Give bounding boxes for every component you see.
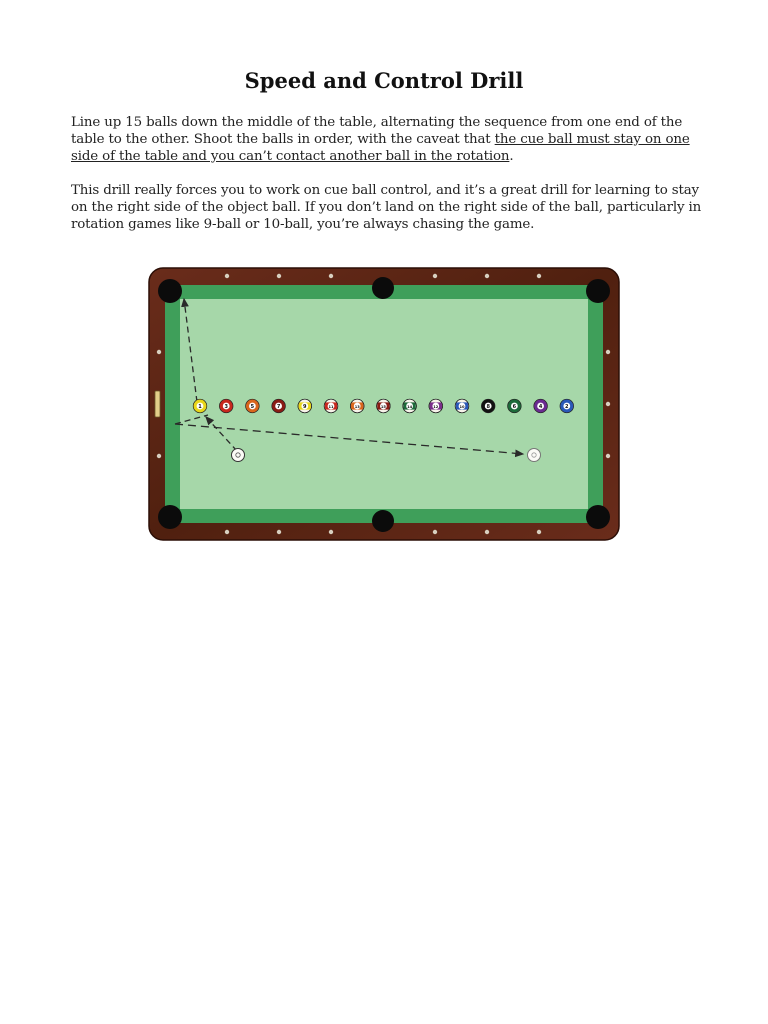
intro-text: Line up 15 balls down the middle of the table, alternating the sequence from one end of the table to the other. Shoot the balls in order, with the caveat that	[71, 115, 683, 147]
diamond-marker	[537, 274, 541, 278]
ball-number-label: 4	[538, 404, 543, 411]
diamond-marker	[606, 454, 610, 458]
ball-number-label: 5	[250, 404, 255, 411]
diamond-marker	[485, 530, 489, 534]
intro-paragraph	[71, 114, 703, 165]
object-ball-4	[534, 399, 548, 413]
ball-number-label: 2	[565, 404, 569, 411]
page-title: Speed and Control Drill	[244, 68, 524, 93]
object-ball-14	[403, 399, 417, 413]
object-balls-row	[193, 399, 573, 413]
ball-number-label: 12	[433, 405, 439, 410]
object-ball-13	[350, 399, 364, 413]
ball-number-label: 14	[407, 405, 413, 410]
ball-number-label: 13	[354, 405, 360, 410]
ball-number-label: 6	[512, 404, 517, 411]
diamond-marker	[329, 530, 333, 534]
diamond-marker	[433, 274, 437, 278]
pocket-top-right	[586, 279, 610, 303]
ball-number-label: 11	[328, 405, 334, 410]
intro-text-end: .	[509, 149, 514, 164]
object-ball-11	[324, 399, 338, 413]
ball-number-label: 15	[380, 405, 386, 410]
cue-ball-end	[528, 449, 541, 462]
ball-number-label: 10	[459, 405, 465, 410]
diamond-marker	[225, 274, 229, 278]
diamond-marker	[433, 530, 437, 534]
object-ball-8	[481, 399, 495, 413]
object-ball-5	[246, 399, 260, 413]
ball-number-label: 1	[198, 404, 202, 411]
pocket-bottom-right	[586, 505, 610, 529]
diamond-marker	[606, 350, 610, 354]
ball-number-label: 9	[303, 404, 307, 411]
diamond-marker	[225, 530, 229, 534]
explanation-paragraph: This drill really forces you to work on cue ball control, and it’s a great drill for learning to stay on the right side of the object ball. If you don’t land on the right side of the ball, particularly in rotation games like 9-ball or 10-ball, you’re always chasing the game.	[71, 183, 702, 232]
object-ball-15	[377, 399, 391, 413]
ball-number-label: 8	[486, 404, 490, 411]
object-ball-10	[455, 399, 469, 413]
diamond-marker	[537, 530, 541, 534]
diamond-marker	[157, 454, 161, 458]
pocket-top-left	[158, 279, 182, 303]
ball-number-label: 7	[276, 404, 281, 411]
object-ball-12	[429, 399, 443, 413]
object-ball-1	[193, 399, 207, 413]
object-ball-6	[508, 399, 522, 413]
pocket-top-middle	[372, 277, 394, 299]
pocket-bottom-left	[158, 505, 182, 529]
object-ball-3	[219, 399, 233, 413]
ball-number-label: 3	[224, 404, 228, 411]
diamond-marker	[606, 402, 610, 406]
diamond-marker	[277, 530, 281, 534]
object-ball-9	[298, 399, 312, 413]
rail-sight-marker	[155, 391, 160, 417]
pool-table-diagram	[148, 267, 620, 541]
object-ball-2	[560, 399, 574, 413]
object-ball-7	[272, 399, 286, 413]
diamond-marker	[157, 350, 161, 354]
caveat-underlined-text: the cue ball must stay on one side of the table and you can’t contact another ball in the rotation	[71, 132, 690, 164]
diamond-marker	[485, 274, 489, 278]
diamond-marker	[329, 274, 333, 278]
diamond-marker	[277, 274, 281, 278]
pocket-bottom-middle	[372, 510, 394, 532]
cue-ball-start	[232, 449, 245, 462]
